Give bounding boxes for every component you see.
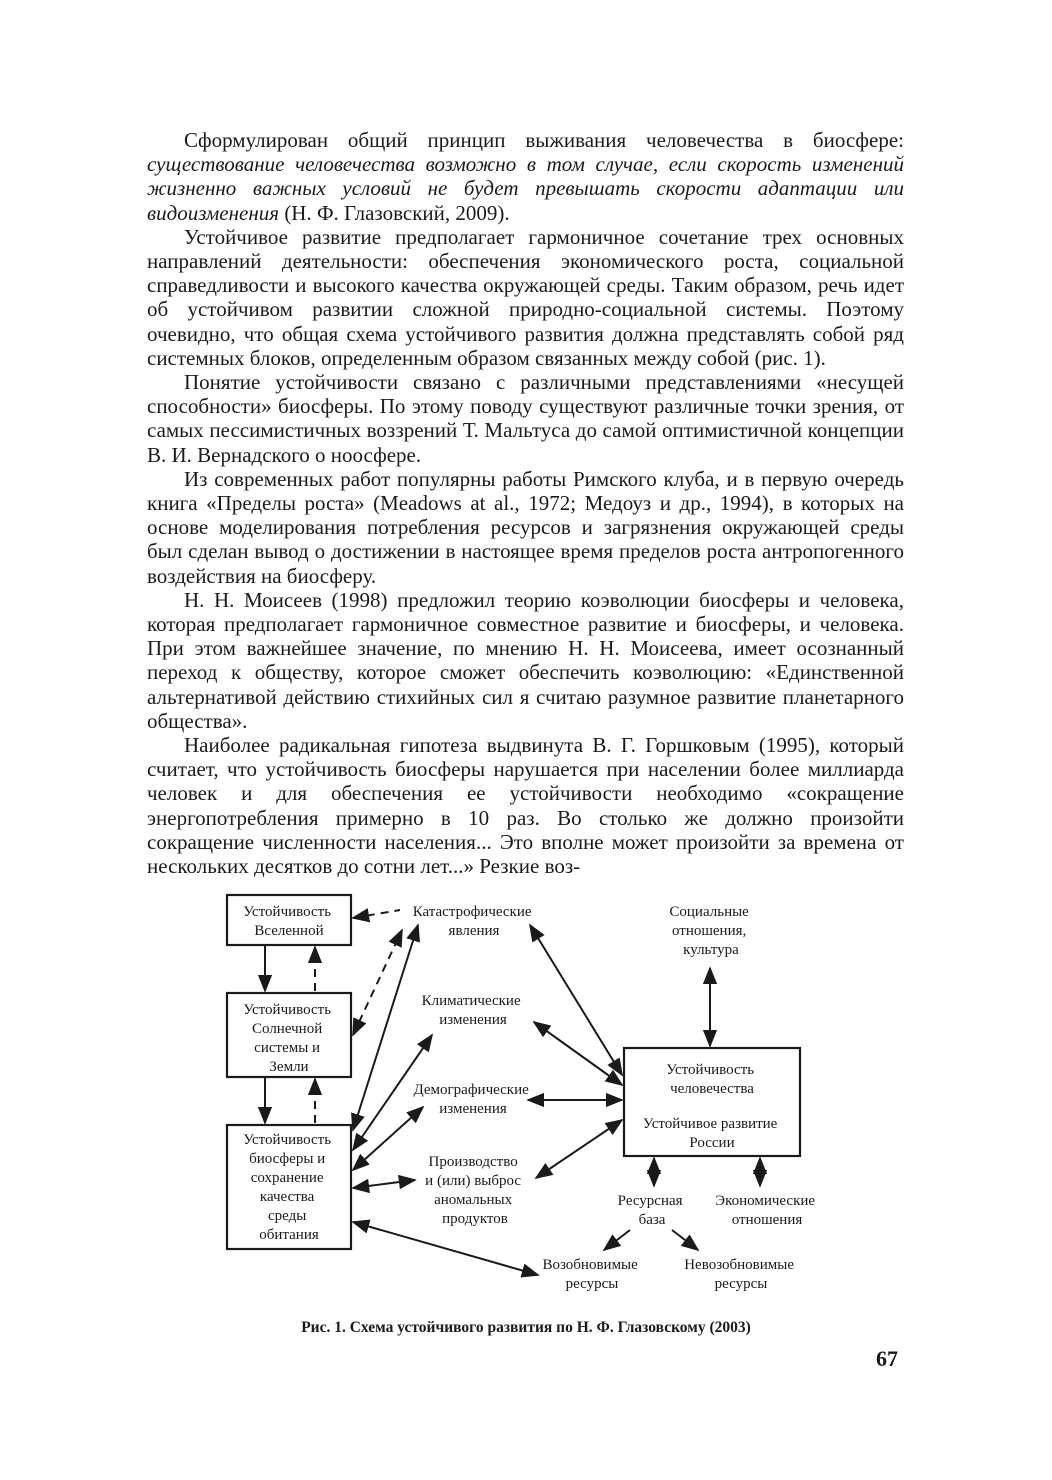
arrow-biosphere-demographic xyxy=(353,1107,423,1170)
label-renewable: Возобновимые ресурсы xyxy=(542,1257,638,1292)
paragraph-1: Сформулирован общий принцип выживания человечества в биосфере: существование человечества возможно в том случае, если скорость изменений жизненно важных условий не будет превышать скорости адаптации или видоизменения (Н. Ф. Глазовский, 2009). xyxy=(147,128,904,225)
figure-caption: Рис. 1. Схема устойчивого развития по Н. Ф. Глазовскому (2003) xyxy=(301,1319,751,1336)
label-universe: Устойчивость Вселенной xyxy=(243,904,332,939)
label-russia: Устойчивое развитие России xyxy=(642,1116,778,1151)
page-number: 67 xyxy=(876,1346,898,1371)
label-catastrophic: Катастрофические явления xyxy=(412,904,532,939)
paragraph-4: Из современных работ популярны работы Римского клуба, и в первую очередь книга «Пределы роста» (Meadows at al., 1972; Медоуз и др., 1994), в которых на основе моделирования потребления ресурсов и загрязнения окружающей среды был сделан вывод о достижении в настоящее время пределов роста антропогенного воздействия на биосферу. xyxy=(147,466,904,588)
arrow-biosphere-production xyxy=(353,1180,415,1188)
dashed-arrow-solar-catastrophic xyxy=(353,930,402,1035)
label-nonrenewable: Невозобновимые ресурсы xyxy=(684,1257,795,1292)
label-demographic: Демографические изменения xyxy=(413,1082,529,1117)
arrow-biosphere-renewable xyxy=(353,1222,538,1275)
arrow-resource-renewable xyxy=(604,1230,630,1250)
arrow-biosphere-catastrophic xyxy=(353,925,418,1130)
label-solar-system: Устойчивость Солнечной системы и Земли xyxy=(243,1002,332,1075)
label-biosphere: Устойчивость биосферы и сохранение качества среды обитания xyxy=(243,1132,332,1243)
label-climatic: Климатические изменения xyxy=(421,993,521,1028)
paragraph-3: Понятие устойчивости связано с различными представлениями «несущей способности» биосферы. По этому поводу существуют различные точки зрения, от самых пессимистичных воззрений Т. Мальтуса до самой оптимистичной концепции В. И. Вернадского о ноосфере. xyxy=(147,370,904,467)
arrow-resource-nonrenewable xyxy=(672,1230,698,1250)
label-production: Производство и (или) выброс аномальных продуктов xyxy=(425,1154,522,1227)
paragraph-2: Устойчивое развитие предполагает гармоничное сочетание трех основных направлений деятельности: обеспечения экономического роста, социальной справедливости и высокого качества окружающей среды. Таким образом, речь идет об устойчивом развитии сложной природно-социальной системы. Поэтому очевидно, что общая схема устойчивого развития должна представлять собой ряд системных блоков, определенным образом связанных между собой (рис. 1). xyxy=(147,224,904,370)
arrow-humanity-production xyxy=(536,1120,622,1178)
dashed-arrow-universe-catastrophic xyxy=(353,910,400,918)
label-economic: Экономические отношения xyxy=(715,1193,816,1228)
label-resource-base: Ресурсная база xyxy=(617,1193,683,1228)
label-humanity: Устойчивость человечества xyxy=(666,1062,755,1097)
paragraph-6: Наиболее радикальная гипотеза выдвинута В. Г. Горшковым (1995), который считает, что устойчивость биосферы нарушается при населении более миллиарда человек и для обеспечения ее устойчивости необходимо «сокращение энергопотребления примерно в 10 раз. Во столько же должно произойти сокращение численности населения... Это вполне может произойти за времена от нескольких десятков до сотни лет...» Резкие воз- xyxy=(147,733,904,879)
paragraph-5: Н. Н. Моисеев (1998) предложил теорию коэволюции биосферы и человека, которая предполагает гармоничное совместное развитие и биосферы, и человека. При этом важнейшее значение, по мнению Н. Н. Моисеева, имеет осознанный переход к обществу, которое сможет обеспечить коэволюцию: «Единственной альтернативой действию стихийных сил я считаю разумное развитие планетарного общества». xyxy=(147,587,904,733)
label-social: Социальные отношения, культура xyxy=(669,904,749,958)
